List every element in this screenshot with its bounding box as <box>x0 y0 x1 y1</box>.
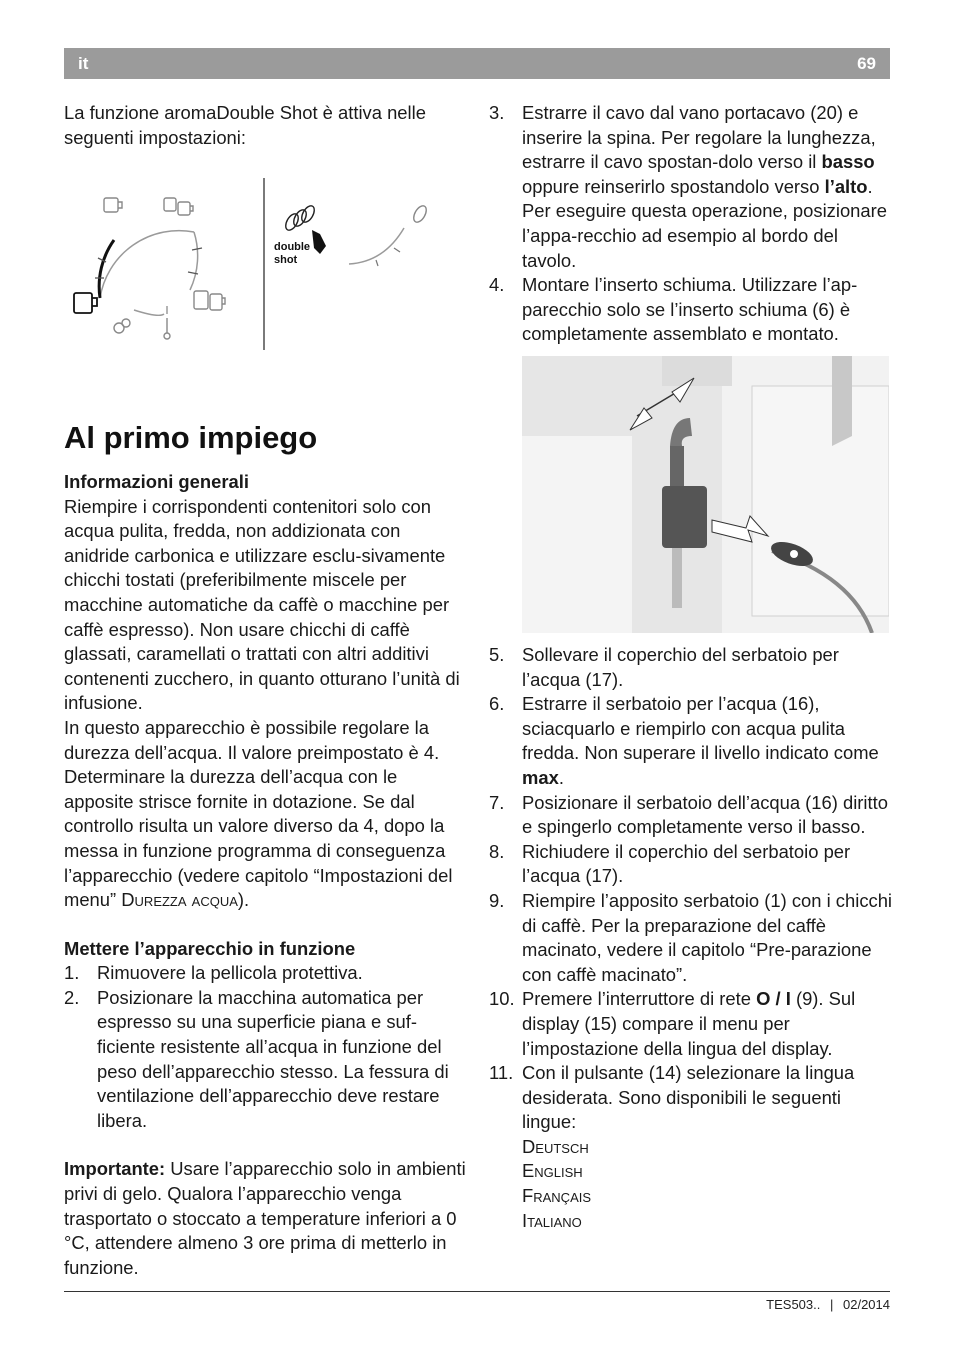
language-option: Italiano <box>522 1209 582 1231</box>
header-bar <box>64 48 890 79</box>
double-shot-label-1: double <box>274 241 311 253</box>
settings-dial-diagram <box>64 178 468 354</box>
model-number: TES503.. <box>766 1297 821 1312</box>
page-number: 69 <box>857 54 876 73</box>
single-bean-icon <box>411 204 429 225</box>
print-date: 02/2014 <box>843 1297 890 1312</box>
hardness-menu-ref: Durezza acqua <box>121 889 238 911</box>
language-code: it <box>78 54 89 73</box>
steps-lower <box>489 643 893 1233</box>
cup-double-icon <box>164 198 193 215</box>
list-item: 5. Sollevare il coperchio del serbatoio per l’acqua (17). <box>489 644 839 690</box>
info-heading: Informazioni generali <box>64 471 249 492</box>
mug-icon <box>194 291 225 310</box>
double-shot-label-2: shot <box>274 254 298 266</box>
list-item: 4. Montare l’inserto schiuma. Utilizzare l’ap-parecchio solo se l’inserto schiuma (6) è completamente assemblato e montato. <box>489 274 858 345</box>
footer-rule <box>64 1291 890 1292</box>
intro-text: La funzione aromaDouble Shot è attiva nelle seguenti impostazioni: <box>64 102 426 148</box>
language-option: Français <box>522 1185 592 1207</box>
list-item: 1. Rimuovere la pellicola protettiva. <box>64 962 363 984</box>
milk-frother-photo <box>522 356 889 633</box>
selector-marker <box>312 230 326 254</box>
intro-block <box>64 101 468 150</box>
important-note: Importante: Usare l’apparecchio solo in ambienti privi di gelo. Qualora l’apparecchio venga trasportato o stoccato a temperature inferiori a 0 °C, attendere almeno 3 ore prima di metterlo in funzione. <box>64 1158 466 1278</box>
steam-icon <box>164 318 170 339</box>
cup-small-icon <box>104 198 122 212</box>
list-item: 7. Posizionare il serbatoio dell’acqua (16) diritto e spingerlo completamente verso il basso. <box>489 791 888 838</box>
list-item: 9. Riempire l’apposito serbatoio (1) con i chicchi di caffè. Per la preparazione del caffè macinato, vedere il capitolo “Pre-parazione con caffè macinato”. <box>489 889 893 985</box>
left-body <box>64 470 468 1280</box>
info-text: Riempire i corrispondenti contenitori solo con acqua pulita, fredda, non addizionata con anidride carbonica e utilizzare esclu-sivamente chicchi tostati (preferibilmente miscele per macchine automatiche da caffè o macchine per caffè espresso). Non usare chicchi di caffè glassati, caramellati o trattati con altri additivi contenenti zucchero, in quanto otturano l’unità di infusione. <box>64 495 460 714</box>
drops-icon <box>114 319 130 333</box>
list-item: 8. Richiudere il coperchio del serbatoio per l’acqua (17). <box>489 840 851 887</box>
list-item: 10. Premere l’interruttore di rete O / I (9). Sul display (15) compare il menu per l’impostazione della lingua del display. <box>489 988 856 1059</box>
list-item: 3. Estrarre il cavo dal vano portacavo (20) e inserire la spina. Per regolare la lunghezza, estrarre il cavo spostan-dolo verso il basso oppure reinserirlo spostandolo verso l’alto. Per eseguire questa operazione, posizionare l’appa-recchio ad esempio al bordo del tavolo. <box>489 102 887 271</box>
steps-upper <box>489 101 893 347</box>
list-item: 6. Estrarre il serbatoio per l’acqua (16), sciacquarlo e riempirlo con acqua pulita fredda. Non superare il livello indicato come max. <box>489 693 879 788</box>
hardness-text: In questo apparecchio è possibile regolare la durezza dell’acqua. Il valore preimpostato è 4. Determinare la durezza dell’acqua con le apposite strisce fornite in dotazione. Se dal controllo risulta un valore diverso da 4, dopo la messa in funzione programma di conseguenza l’apparecchio (vedere capitolo “Impostazioni del menu” Durezza acqua). <box>64 716 453 911</box>
bean-group-icon <box>283 204 317 233</box>
section-title: Al primo impiego <box>64 420 318 455</box>
list-item: 2. Posizionare la macchina automatica per espresso su una superficie piana e suf-ficiente resistente all’acqua in funzione del peso dell’apparecchio stesso. La fessura di ventilazione dell’apparecchio deve restare libera. <box>64 986 449 1131</box>
language-option: English <box>522 1160 583 1182</box>
list-item: 11. Con il pulsante (14) selezionare la lingua desiderata. Sono disponibili le seguenti lingue: Deutsch English Français Italiano <box>489 1062 855 1231</box>
cup-large-icon <box>74 293 97 313</box>
footer-separator: | <box>829 1297 834 1312</box>
footer <box>760 1297 890 1312</box>
setup-steps <box>64 961 468 1133</box>
right-body-lower <box>489 643 893 1233</box>
right-body <box>489 101 893 347</box>
setup-heading: Mettere l’apparecchio in funzione <box>64 937 356 959</box>
language-option: Deutsch <box>522 1135 589 1157</box>
